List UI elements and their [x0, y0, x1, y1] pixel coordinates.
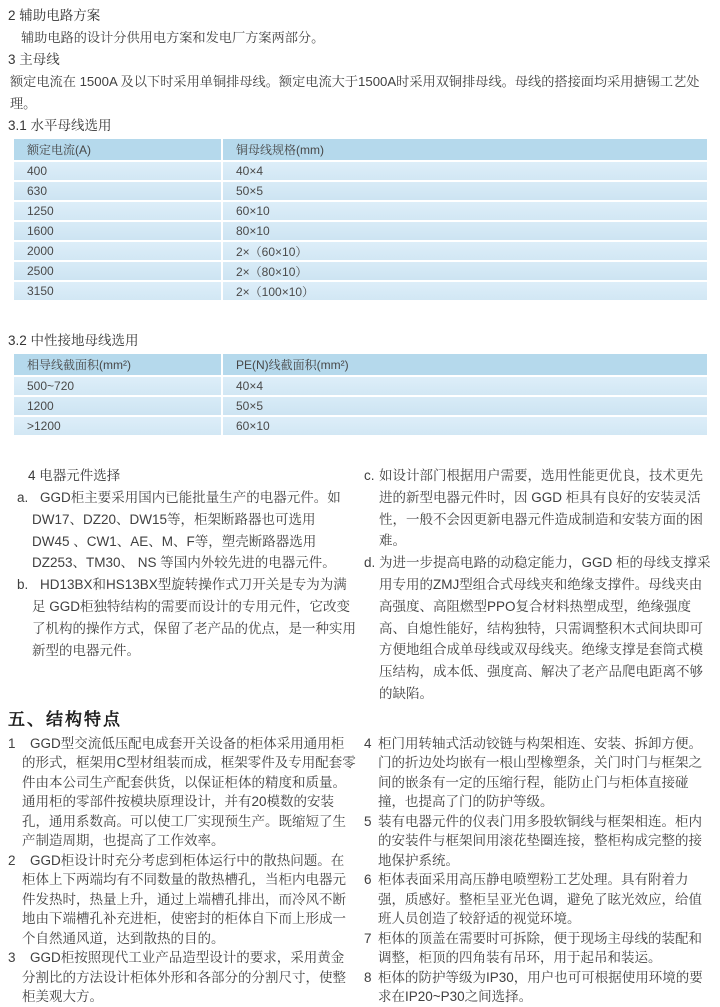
list-item-text: GGD柜按照现代工业产品造型设计的要求，采用黄金分割比的方法设计柜体外形和各部分的分割尺寸，使整柜美观大方。	[22, 950, 346, 1005]
table-header-cell: 相导线截面积(mm²)	[14, 354, 221, 375]
section-4-heading: 4 电器元件选择	[28, 468, 121, 483]
list-item-text: 柜体表面采用高压静电喷塑粉工艺处理。具有附着力强，质感好。整柜呈亚光色调，避免了眩光效应，给值班人员创造了较舒适的视觉环境。	[378, 872, 702, 927]
list-item	[364, 734, 712, 812]
neutral-ground-busbar-table	[14, 354, 707, 435]
table-header-row	[14, 354, 707, 375]
list-item-marker: 1	[8, 735, 16, 751]
section-5-heading: 五、结构特点	[8, 709, 122, 729]
list-item-marker: a.	[17, 490, 29, 505]
section-4-left-items	[8, 487, 356, 661]
section-5-left-column	[8, 708, 356, 1007]
table-cell: 60×10	[221, 415, 707, 435]
table-cell: 50×5	[221, 395, 707, 415]
table-cell: 1600	[14, 220, 221, 240]
table-cell: 60×10	[221, 200, 707, 220]
section-2-paragraph: 辅助电路的设计分供用电方案和发电厂方案两部分。	[21, 30, 325, 45]
section-5-right-items	[364, 734, 712, 1007]
table-cell: 2×（60×10）	[221, 240, 707, 260]
table-row	[14, 200, 707, 220]
list-item	[364, 929, 712, 968]
section-3-2-heading: 3.2 中性接地母线选用	[8, 333, 139, 348]
section-4-left-column	[8, 465, 356, 705]
horizontal-busbar-table	[14, 139, 707, 300]
table-cell: 500~720	[14, 375, 221, 395]
list-item	[364, 870, 712, 929]
section-3-heading: 3 主母线	[8, 52, 60, 67]
list-item-text: 为进一步提高电路的动稳定能力，GGD 柜的母线支撑采用专用的ZMJ型组合式母线夹和绝缘支撑件。母线夹由高强度、高阻燃型PPO复合材料热塑成型，绝缘强度高、自熄性能好，结构独特，只需调整积木式间块即可方便地组合成单母线或双母线夹。绝缘支撑是套筒式模压结构，成本低、强度高、解决了老产品爬电距离不够的缺陷。	[379, 555, 711, 701]
list-item	[8, 574, 356, 661]
list-item	[364, 968, 712, 1007]
section-4	[8, 465, 710, 705]
table-cell: >1200	[14, 415, 221, 435]
table-cell: 2×（100×10）	[221, 280, 707, 300]
table-row	[14, 280, 707, 300]
table-cell: 2000	[14, 240, 221, 260]
table-row	[14, 260, 707, 280]
section-3-1-heading: 3.1 水平母线选用	[8, 118, 112, 133]
section-4-right-column	[364, 465, 712, 705]
table-header-cell: 铜母线规格(mm)	[221, 139, 707, 160]
table-row	[14, 395, 707, 415]
table-cell: 50×5	[221, 180, 707, 200]
list-item-text: 柜门用转轴式活动铰链与构架相连、安装、拆卸方便。门的折边处均嵌有一根山型橡塑条，关门时门与框架之间的嵌条有一定的压缩行程，能防止门与柜体直接碰撞，也提高了门的防护等级。	[378, 735, 702, 810]
list-item-marker: c.	[364, 468, 375, 483]
list-item-marker: d.	[364, 555, 376, 571]
table-body	[14, 375, 707, 435]
list-item-text: GGD型交流低压配电成套开关设备的柜体采用通用柜的形式，框架用C型材组装而成，框架零件及专用配套零件由本公司生产配套供货，以保证柜体的精度和质量。通用柜的零部件按模块原理设计，并有20模数的安装孔，通用系数高。可以使工厂实现预生产。既缩短了生产制造周期，也提高了工作效率。	[22, 735, 356, 849]
table-cell: 1200	[14, 395, 221, 415]
table-row	[14, 220, 707, 240]
table-header-cell: 额定电流(A)	[14, 139, 221, 160]
section-5-columns	[8, 708, 710, 1007]
list-item-marker: 2	[8, 852, 16, 868]
table-row	[14, 180, 707, 200]
table-row	[14, 415, 707, 435]
list-item	[8, 487, 356, 574]
table-header-cell: PE(N)线截面积(mm²)	[221, 354, 707, 375]
table-cell: 80×10	[221, 220, 707, 240]
section-5-right-column	[364, 708, 712, 1007]
table-header-row	[14, 139, 707, 160]
section-3-paragraph: 额定电流在 1500A 及以下时采用单铜排母线。额定电流大于1500A时采用双铜排母线。母线的搭接面均采用搪锡工艺处理。	[10, 74, 700, 111]
list-item-marker: 5	[364, 813, 372, 829]
list-item-marker: 4	[364, 735, 372, 751]
list-item	[8, 734, 356, 851]
list-item-text: 装有电器元件的仪表门用多股软铜线与框架相连。柜内的安装件与框架间用滚花垫圈连接，整柜构成完整的接地保护系统。	[378, 813, 702, 868]
section-5	[8, 708, 710, 1007]
list-item	[8, 851, 356, 949]
list-item	[364, 552, 712, 705]
list-item-marker: 8	[364, 969, 372, 985]
table-row	[14, 240, 707, 260]
table-row	[14, 160, 707, 180]
list-item-marker: 6	[364, 872, 372, 888]
table-cell: 630	[14, 180, 221, 200]
list-item-text: HD13BX和HS13BX型旋转操作式刀开关是专为为满足 GGD柜独特结构的需要而设计的专用元件，它改变了机构的操作方式，保留了老产品的优点，是一种实用新型的电器元件。	[32, 577, 356, 658]
list-item-text: GGD柜设计时充分考虑到柜体运行中的散热问题。在柜体上下两端均有不同数量的散热槽孔，当柜内电器元件发热时，热量上升，通过上端槽孔排出，而冷风不断地由下端槽孔补充进柜，使密封的柜体自下而上形成一个自然通风道，达到散热的目的。	[22, 852, 346, 946]
table-cell: 3150	[14, 280, 221, 300]
table-head	[14, 354, 707, 375]
list-item	[364, 465, 712, 552]
right-column-spacer	[364, 708, 712, 734]
list-item-marker: 3	[8, 950, 16, 966]
list-item	[364, 812, 712, 871]
list-item	[8, 948, 356, 1007]
table-cell: 2500	[14, 260, 221, 280]
table-cell: 1250	[14, 200, 221, 220]
section-4-right-items	[364, 465, 712, 705]
table-cell: 400	[14, 160, 221, 180]
list-item-text: GGD柜主要采用国内已能批量生产的电器元件。如 DW17、DZ20、DW15等，柜架断路器也可选用 DW45 、CW1、AE、M、F等，塑壳断路器选用 DZ253、TM30、 NS 等国内外较先进的电器元件。	[32, 490, 341, 571]
table-cell: 40×4	[221, 375, 707, 395]
section-5-left-items	[8, 734, 356, 1007]
list-item-marker: 7	[364, 930, 372, 946]
list-item-marker: b.	[17, 577, 29, 593]
list-item-text: 柜体的防护等级为IP30，用户也可可根据使用环境的要求在IP20~P30之间选择。	[378, 969, 703, 1005]
list-item-text: 柜体的顶盖在需要时可拆除，便于现场主母线的装配和调整，柜顶的四角装有吊环，用于起吊和装运。	[378, 930, 702, 966]
table-row	[14, 375, 707, 395]
list-item-text: 如设计部门根据用户需要，选用性能更优良，技术更先进的新型电器元件时，因 GGD 柜具有良好的安装灵活性，一般不会因更新电器元件造成制造和安装方面的困难。	[379, 468, 703, 549]
table-body	[14, 160, 707, 300]
table-head	[14, 139, 707, 160]
table-cell: 40×4	[221, 160, 707, 180]
section-2-heading: 2 辅助电路方案	[8, 8, 101, 23]
table-cell: 2×（80×10）	[221, 260, 707, 280]
